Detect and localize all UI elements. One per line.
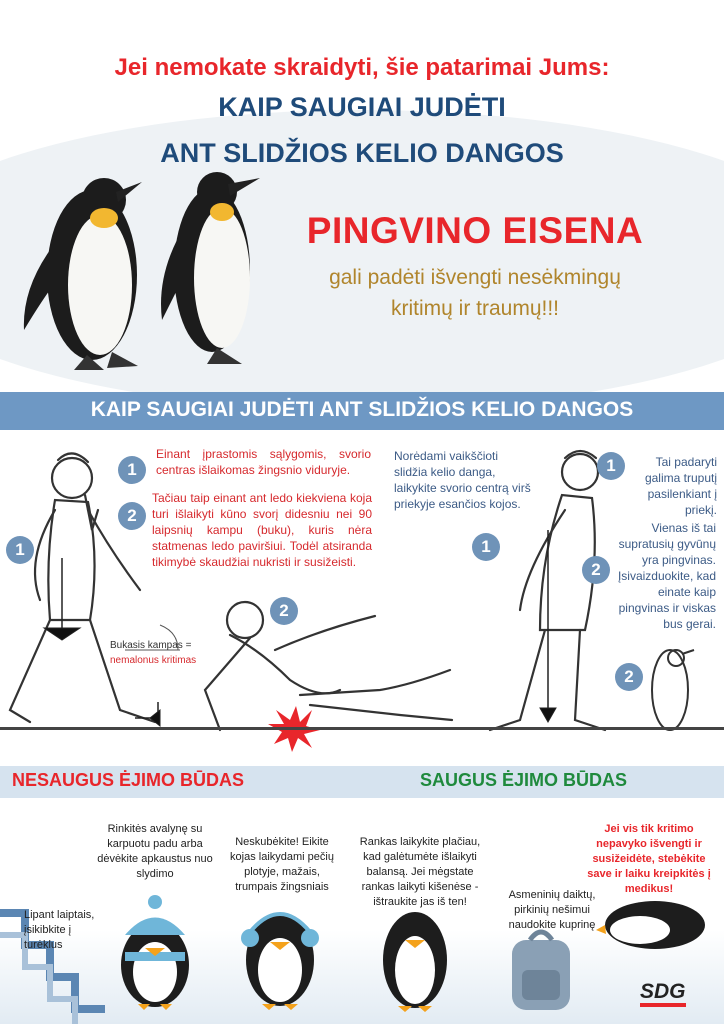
safe-step2-badge: 2 <box>582 556 610 584</box>
headline: PINGVINO EISENA <box>306 210 644 251</box>
emperor-penguin-left <box>24 178 142 370</box>
safe-caption: SAUGUS ĖJIMO BŪDAS <box>420 770 628 790</box>
section-title: KAIP SAUGIAI JUDĖTI ANT SLIDŽIOS KELIO DANGOS <box>90 398 634 421</box>
unsafe-figure1-badge: 1 <box>6 536 34 564</box>
unsafe-step1-badge: 1 <box>118 456 146 484</box>
penguin-plain <box>383 912 447 1012</box>
walking-man-unsafe <box>10 453 155 722</box>
small-emperor-penguin <box>652 650 694 730</box>
unsafe-caption: NESAUGUS ĖJIMO BŪDAS <box>12 770 245 790</box>
sdg-logo <box>640 980 686 1004</box>
tip-fall-text: Jei vis tik kritimo nepavyko išvengti ir susižeidėte, stebėkite save ir laiku kreipkitės į medikus! <box>587 823 711 895</box>
emperor-penguins-illustration <box>12 170 272 380</box>
angle-label: Bukasis kampas = <box>110 640 192 651</box>
sdg-logo-text: SDG <box>640 980 686 1007</box>
floor-line <box>0 727 724 730</box>
backpack-icon <box>512 932 570 1010</box>
safe-arrow <box>540 530 556 722</box>
intro-text: Jei nemokate skraidyti, šie patarimai Jums: <box>114 54 610 81</box>
safe-step2-text: Vienas iš tai supratusių gyvūnų yra pingvinas. Įsivaizduokite, kad einate kaip pingvinas ir viskas bus gerai. <box>617 521 716 631</box>
subtitle-line-2: kritimų ir traumų!!! <box>390 297 560 320</box>
safe-step1-text: Tai padaryti galima truputį pasilenkiant į priekį. <box>644 455 717 517</box>
title-line-2: ANT SLIDŽIOS KELIO DANGOS <box>160 138 564 168</box>
safe-intro-text: Norėdami vaikščioti slidžia kelio danga, laikykite svorio centrą virš priekyje esančios kojos. <box>394 449 531 511</box>
penguin-fallen <box>596 901 705 949</box>
safe-figure1-badge: 1 <box>472 533 500 561</box>
tip-hands-text: Rankas laikykite plačiau, kad galėtumėte išlaikyti balansą. Jei mėgstate rankas laikyti kišenėse - ištraukite jas iš ten! <box>359 836 481 908</box>
title-line-1: KAIP SAUGIAI JUDĖTI <box>218 92 506 122</box>
tip-backpack-text: Asmeninių daiktų, pirkinių nešimui naudokite kuprinę <box>508 889 596 931</box>
unsafe-step2-badge: 2 <box>118 502 146 530</box>
unsafe-step2-text: Tačiau taip einant ant ledo kiekviena koja turi išlaikyti kūno svorį didesniu nei 90 laipsnių kampu (buku), kuris nėra statmenas ledo paviršiui. Todėl atsiranda tikimybė skaudžiai nukristi ir susižeisti. <box>152 491 372 569</box>
cartoon-penguins-illustration <box>0 880 724 1024</box>
tip-stairs-text: Lipant laiptais, įsikibkite į turėklus <box>24 909 95 951</box>
subtitle <box>270 262 680 324</box>
penguin-earmuffs <box>241 914 319 1010</box>
safe-step1-badge: 1 <box>597 452 625 480</box>
penguin-hat-scarf <box>121 895 189 1010</box>
safe-figure2-badge: 2 <box>615 663 643 691</box>
subtitle-line-1: gali padėti išvengti nesėkmingų <box>329 266 621 289</box>
unsafe-step1-text: Einant įprastomis sąlygomis, svorio centras išlaikomas žingsnio viduryje. <box>156 447 371 477</box>
emperor-penguin-right <box>161 172 260 364</box>
angle-result: nemalonus kritimas <box>110 655 197 666</box>
unsafe-figure2-badge: 2 <box>270 597 298 625</box>
tip-steps-text: Neskubėkite! Eikite kojas laikydami pečių plotyje, mažais, trumpais žingsniais <box>230 836 334 893</box>
falling-man <box>205 602 452 730</box>
tip-shoes-text: Rinkitės avalynę su karpuotu padu arba dėvėkite apkaustus nuo slydimo <box>97 823 213 880</box>
